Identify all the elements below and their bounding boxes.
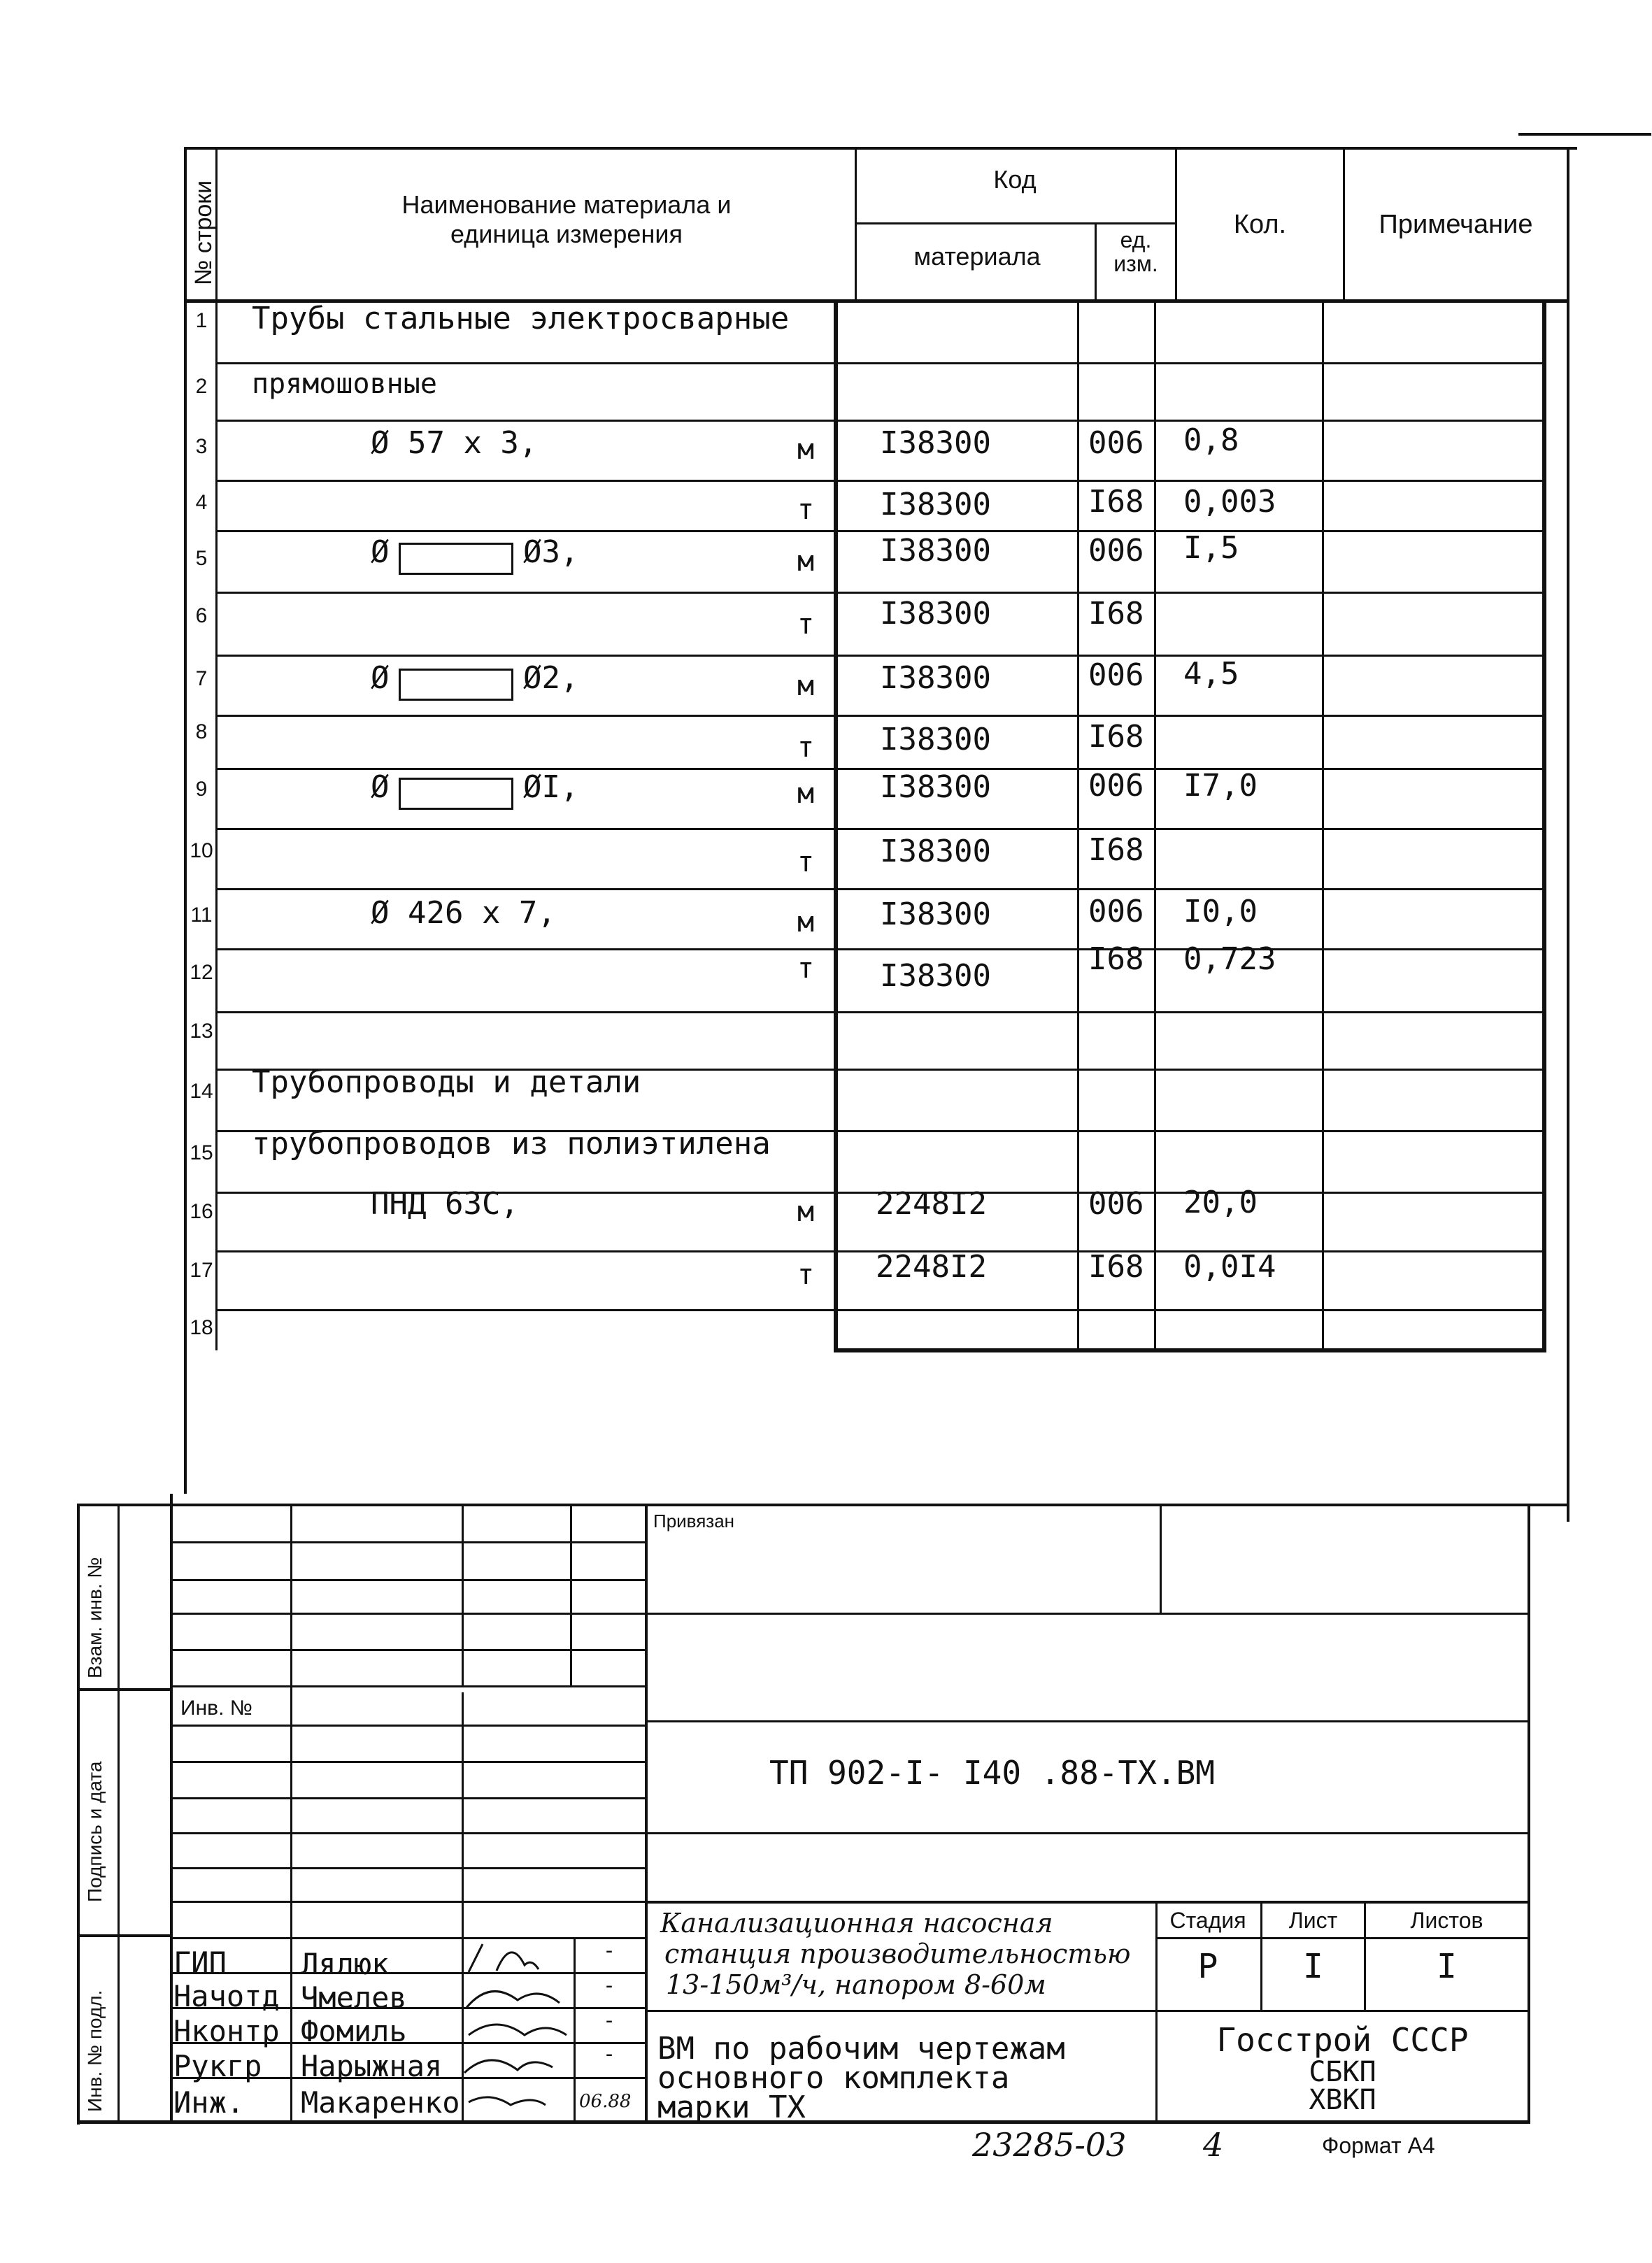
grid-col-1 [290, 1504, 292, 2123]
side-label-vzam: Взам. инв. № [84, 1557, 106, 1678]
row-unit-code: I68 [1088, 832, 1144, 868]
row-number: 14 [190, 1080, 213, 1103]
table-row-divider [215, 828, 1544, 830]
row-qty: 0,8 [1183, 422, 1239, 458]
table-row-divider [215, 1309, 1544, 1311]
stamp-grid-divider [170, 1761, 646, 1763]
row-qty: I,5 [1183, 530, 1239, 566]
table-row-divider [215, 530, 1544, 532]
role-nkontr: Нконтр [173, 2014, 280, 2048]
row-name-prefix: Ø [371, 769, 390, 805]
row-qty: I7,0 [1183, 768, 1258, 804]
row-unit-code: 006 [1088, 425, 1144, 461]
header-code: Код [993, 165, 1037, 194]
row-number: 13 [190, 1020, 213, 1043]
right-border [1567, 147, 1569, 1522]
row-code: I38300 [880, 958, 991, 994]
thick-right-line [1542, 299, 1546, 1352]
blank-field [399, 778, 513, 810]
row-unit: м [797, 1196, 815, 1228]
mark-nachotd: - [603, 1973, 616, 1998]
name-gip: Лялюк [301, 1947, 390, 1981]
row-number: 15 [190, 1141, 213, 1164]
stamp-right-row-3 [645, 1832, 1528, 1834]
side-divider-2 [77, 1934, 171, 1937]
row-name-suffix: Ø2, [523, 660, 579, 696]
row-unit: т [797, 846, 815, 878]
title-line-2: станция производительностью [664, 1939, 1131, 1969]
row-number: 12 [190, 961, 213, 984]
row-qty: 4,5 [1183, 656, 1239, 692]
stage-label-line [1155, 1937, 1528, 1939]
row-unit-code: I68 [1088, 1249, 1144, 1285]
table-row-divider [215, 948, 1544, 950]
title-line-3: 13-150м³/ч, напором 8-60м [666, 1969, 1046, 2000]
date-inzh: 06.88 [579, 2091, 632, 2112]
stamp-right-row-2 [645, 1720, 1528, 1722]
blank-field [399, 543, 513, 575]
stage-value: Р [1197, 1947, 1218, 1986]
title-line-1: Канализационная насосная [660, 1908, 1053, 1939]
table-row-divider [215, 1011, 1544, 1013]
row-unit: т [797, 1259, 815, 1291]
note-col-line [1322, 299, 1324, 1352]
org-line-1: Госстрой СССР [1216, 2021, 1469, 2059]
row-number: 7 [195, 667, 208, 690]
table-row-divider [215, 362, 1544, 364]
row-qty: 0,0I4 [1183, 1249, 1276, 1285]
role-nachotd: Начотд [173, 1979, 280, 2013]
row-name-suffix: ØI, [523, 769, 579, 805]
doc-code: ТП 902-I- I40 .88-ТХ.ВМ [769, 1754, 1215, 1792]
subtitle-line-2: основного комплекта [657, 2060, 1010, 2096]
sheets-value: I [1437, 1947, 1457, 1986]
row-unit: м [797, 778, 815, 810]
table-row-divider [215, 480, 1544, 482]
sheet-value: I [1303, 1947, 1323, 1986]
row-number: 18 [190, 1316, 213, 1339]
row-unit: м [797, 906, 815, 938]
row-unit: м [797, 545, 815, 578]
stamp-grid-divider [170, 1867, 646, 1869]
role-inzh: Инж. [173, 2085, 245, 2120]
unit-col-line [1077, 299, 1079, 1352]
row-number: 11 [190, 904, 213, 927]
top-border-extension [1518, 133, 1651, 136]
side-label-inv-podl: Инв. № подл. [84, 1990, 106, 2112]
side-label-podpis: Подпись и дата [84, 1761, 106, 1902]
privyazan-label: Привязан [653, 1511, 735, 1532]
stamp-grid-divider [170, 1901, 646, 1903]
table-row-divider [215, 420, 1544, 422]
footer-number: 23285-03 [972, 2126, 1127, 2164]
row-name: трубопроводов из полиэтилена [252, 1126, 771, 1162]
row-unit: т [797, 731, 815, 764]
mark-nkontr: - [603, 2008, 616, 2033]
grid-col-3-upper [570, 1504, 572, 1685]
left-border-upper [184, 147, 187, 1494]
row-number: 10 [190, 839, 213, 862]
inv-no-label: Инв. № [180, 1697, 252, 1720]
name-nachotd: Чмелев [301, 1980, 407, 2015]
title-divider [645, 2010, 1155, 2012]
row-unit-code: 006 [1088, 657, 1144, 693]
header-qty: Кол. [1233, 210, 1287, 239]
row-number: 5 [195, 547, 208, 570]
thick-bottom-line [834, 1348, 1546, 1352]
privyazan-divider [1160, 1504, 1162, 1614]
mark-rukgr: - [603, 2042, 616, 2066]
org-line-3: ХВКП [1309, 2084, 1376, 2116]
row-name: Ø 426 x 7, [371, 895, 556, 931]
row-name: Ø 57 x 3, [371, 425, 538, 461]
thick-left-line [834, 299, 838, 1352]
rownum-col-line [215, 147, 218, 1350]
stamp-right [1528, 1504, 1530, 2123]
row-unit-code: I68 [1088, 596, 1144, 631]
row-code: I38300 [880, 660, 991, 696]
sheet-label: Лист [1288, 1908, 1338, 1933]
table-row-divider [215, 592, 1544, 594]
subtitle-line-3: марки ТХ [657, 2090, 806, 2125]
footer-format: Формат А4 [1322, 2133, 1435, 2158]
header-unit: ед. изм. [1113, 227, 1158, 276]
stamp-grid-divider [170, 1579, 646, 1581]
row-code: I38300 [880, 533, 991, 569]
sheets-label: Листов [1410, 1908, 1483, 1933]
role-rukgr: Рукгр [173, 2049, 262, 2083]
header-note: Примечание [1379, 210, 1533, 239]
top-border [184, 147, 1577, 150]
row-code: 2248I2 [876, 1186, 987, 1222]
name-nkontr: Фомиль [301, 2014, 407, 2048]
stamp-grid-divider [170, 1797, 646, 1799]
header-material: материала [913, 242, 1041, 271]
row-name: Трубы стальные электросварные [252, 301, 790, 336]
row-number: 3 [195, 435, 208, 458]
stamp-grid-divider [170, 1832, 646, 1834]
row-qty: 0,723 [1183, 941, 1276, 977]
row-name: прямошовные [252, 368, 437, 400]
stage-label: Стадия [1169, 1908, 1246, 1933]
org-line-2: СБКП [1309, 2056, 1376, 2088]
row-code: I38300 [880, 769, 991, 805]
table-row-divider [215, 655, 1544, 657]
row-unit-code: 006 [1088, 533, 1144, 569]
table-row-divider [215, 715, 1544, 717]
footer-page: 4 [1203, 2126, 1224, 2164]
stamp-right-row-4 [645, 1901, 1528, 1904]
stage-bottom-line [1155, 2010, 1528, 2012]
role-gip: ГИП [173, 1946, 227, 1980]
row-name: Трубопроводы и детали [252, 1064, 641, 1100]
row-unit-code: 006 [1088, 768, 1144, 804]
stamp-left-outer [77, 1504, 80, 2125]
row-code: I38300 [880, 897, 991, 932]
blank-field [399, 669, 513, 701]
row-number: 2 [195, 375, 208, 398]
row-unit: т [797, 608, 815, 641]
row-name-suffix: Ø3, [523, 534, 579, 570]
row-unit: м [797, 434, 815, 466]
row-number: 8 [195, 720, 208, 743]
signatures-scribbles [455, 1930, 581, 2123]
table-row-divider [215, 888, 1544, 890]
row-name: ПНД 63С, [371, 1186, 519, 1222]
row-number: 16 [190, 1200, 213, 1223]
subtitle-line-1: ВМ по рабочим чертежам [657, 2031, 1065, 2066]
stamp-left-inner [170, 1494, 173, 2123]
qty-col-line [1154, 299, 1156, 1352]
row-code: I38300 [880, 425, 991, 461]
row-qty: 20,0 [1183, 1185, 1258, 1220]
row-name-prefix: Ø [371, 660, 390, 696]
row-code: I38300 [880, 487, 991, 522]
row-qty: 0,003 [1183, 484, 1276, 520]
row-code: I38300 [880, 722, 991, 757]
code-subheader-line [855, 222, 1175, 224]
row-number: 6 [195, 604, 208, 627]
row-code: 2248I2 [876, 1249, 987, 1285]
side-label-col-line [118, 1504, 120, 2123]
row-unit-code: I68 [1088, 719, 1144, 755]
row-code: I38300 [880, 596, 991, 631]
grid-col-2-upper [462, 1504, 464, 1685]
header-row-no: № строки [190, 180, 217, 285]
stamp-grid-divider [170, 1725, 646, 1727]
row-unit: м [797, 670, 815, 702]
row-number: 17 [190, 1259, 213, 1282]
row-number: 4 [195, 491, 208, 514]
name-rukgr: Нарыжная [301, 2049, 443, 2083]
name-inzh: Макаренко [301, 2085, 460, 2120]
row-unit-code: I68 [1088, 484, 1144, 520]
row-unit-code: 006 [1088, 894, 1144, 929]
stamp-grid-divider [170, 1685, 646, 1687]
row-code: I38300 [880, 834, 991, 869]
row-number: 1 [195, 309, 208, 332]
row-unit: т [797, 494, 815, 526]
stamp-grid-divider [170, 1649, 646, 1651]
stamp-grid-divider [170, 1613, 646, 1615]
row-unit: т [797, 952, 815, 985]
side-divider-1 [77, 1688, 171, 1691]
row-name-prefix: Ø [371, 534, 390, 570]
row-qty: I0,0 [1183, 894, 1258, 929]
stamp-top [77, 1504, 1567, 1506]
row-unit-code: 006 [1088, 1186, 1144, 1222]
row-unit-code: I68 [1088, 941, 1144, 977]
grid-col-main [645, 1504, 648, 2123]
stamp-grid-divider [170, 1541, 646, 1543]
row-number: 9 [195, 778, 208, 801]
header-name: Наименование материала и единица измерения [401, 190, 732, 248]
stamp-right-row-1 [645, 1613, 1528, 1615]
mark-gip: - [603, 1939, 616, 1963]
